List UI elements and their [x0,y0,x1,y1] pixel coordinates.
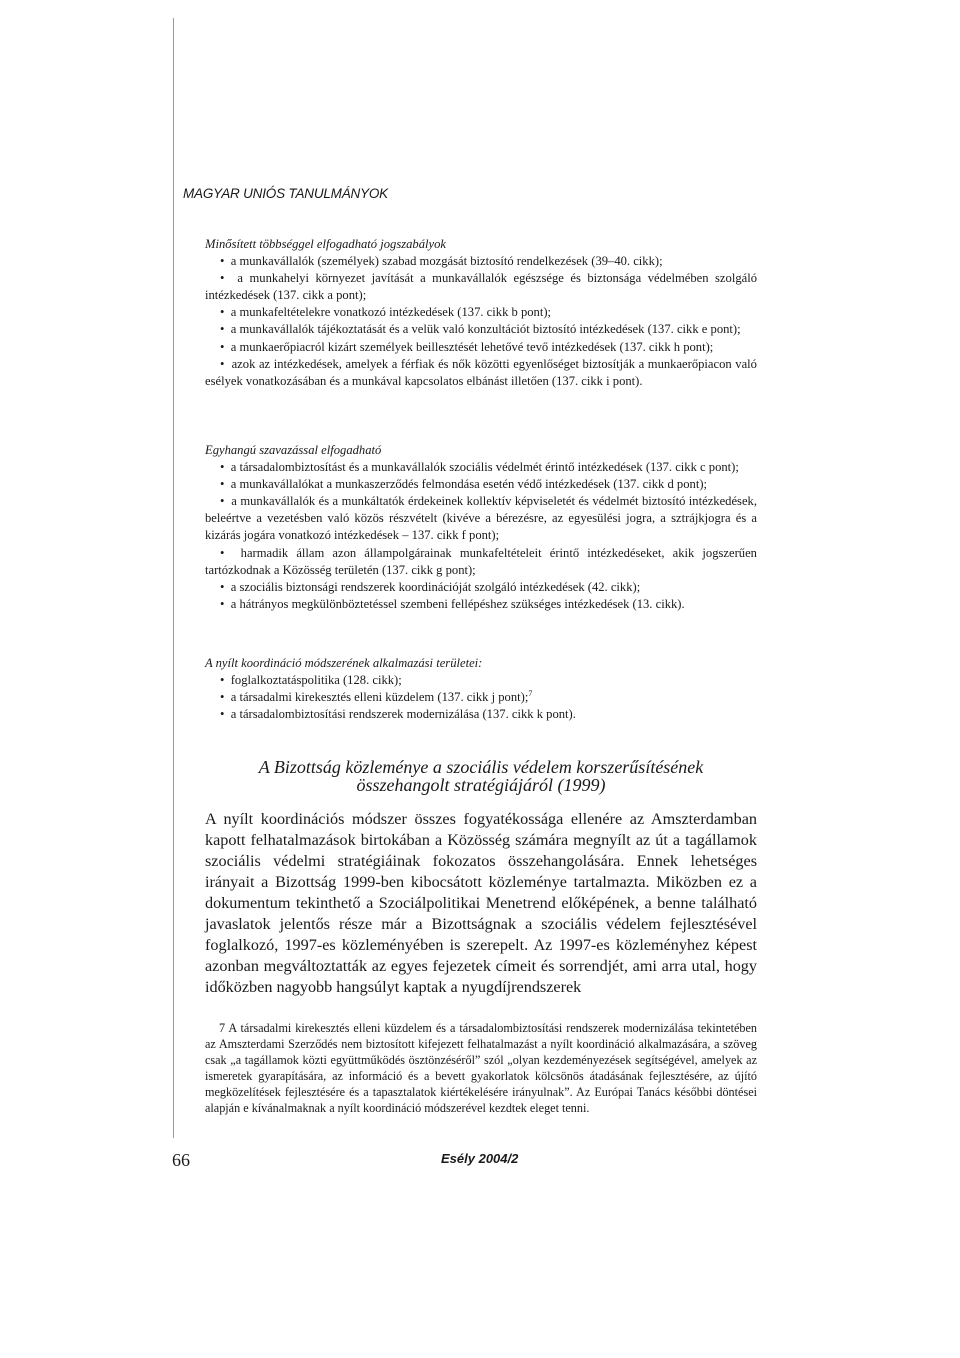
margin-rule [173,18,174,1138]
omc-heading: A nyílt koordináció módszerének alkalmazási területei: [205,656,483,670]
qmv-heading: Minősített többséggel elfogadható jogszabályok [205,237,447,251]
list-item-text: a társadalmi kirekesztés elleni küzdelem (137. cikk j pont); [230,690,529,705]
list-item: • a munkavállalók és a munkáltatók érdekeinek kollektív képviseletét és védelmét biztosító intézkedések, beleértve a vezetésben való közös részvételt (kivéve a bérezésre, az egyesülési jogra, a sztrájkjogra és a kizárás jogára vonatkozó intézkedések – 137. cikk f pont); [205,493,757,544]
body-paragraph: A nyílt koordinációs módszer összes fogyatékossága ellenére az Amszterdamban kapott felhatalmazások birtokában a Közösség számára megnyílt az út a tagállamok szociális védelmi stratégiáinak fokozatos összehangolására. Ennek lehetséges irányait a Bizottság 1999-ben kibocsátott közleménye tartalmazta. Miközben ez a dokumentum tekinthető a Szociálpolitikai Menetrend előképének, a benne található javaslatok jelentős része már a Bizottságnak a szociális védelem fejlesztésével foglalkozó, 1997-es közleményében is szerepelt. Az 1997-es közleményhez képest azonban megváltoztatták az egyes fejezetek címeit és sorrendjét, ami arra utal, hogy időközben nagyobb hangsúlyt kaptak a nyugdíjrendszerek [205,810,757,996]
list-item: • harmadik állam azon állampolgárainak munkafeltételeit érintő intézkedéseket, akik jogszerűen tartózkodnak a Közösség területén (137. cikk g pont); [205,545,757,579]
footnote-number: 7 [219,1021,226,1035]
list-item [205,689,757,706]
list-item: • foglalkoztatáspolitika (128. cikk); [205,672,757,689]
journal-footer: Esély 2004/2 [441,1151,519,1166]
section-title-line: A Bizottság közleménye a szociális védelem korszerűsítésének [258,757,704,777]
section-title-line: összehangolt stratégiájáról (1999) [356,775,606,795]
list-item: • a hátrányos megkülönböztetéssel szembeni fellépéshez szükséges intézkedések (13. cikk). [205,596,757,613]
list-item: • a munkavállalók (személyek) szabad mozgását biztosító rendelkezések (39–40. cikk); [205,253,757,270]
running-head: MAGYAR UNIÓS TANULMÁNYOK [183,186,388,201]
list-item: • a munkahelyi környezet javítását a munkavállalók egészsége és biztonsága védelmében szolgáló intézkedések (137. cikk a pont); [205,270,757,304]
footnote-reference[interactable]: 7 [528,689,533,699]
omc-block [205,655,757,723]
list-item: • a munkaerőpiacról kizárt személyek beillesztését lehetővé tevő intézkedések (137. cikk h pont); [205,339,757,356]
unanimity-block [205,442,757,613]
list-item: • a munkavállalókat a munkaszerződés felmondása esetén védő intézkedések (137. cikk d pont); [205,476,757,493]
unanimity-heading: Egyhangú szavazással elfogadható [205,443,382,457]
list-item: • a munkavállalók tájékoztatását és a velük való konzultációt biztosító intézkedések (137. cikk e pont); [205,321,757,338]
list-item: • azok az intézkedések, amelyek a férfiak és nők közötti egyenlőséget biztosítják a munkaerőpiacon való esélyek vonatkozásában és a munkával kapcsolatos elbánást illetően (137. cikk i pont). [205,356,757,390]
footnote [205,1020,757,1116]
qmv-block [205,236,757,390]
section-title [205,758,757,794]
page-number: 66 [172,1150,190,1170]
list-item: • a társadalombiztosítási rendszerek modernizálása (137. cikk k pont). [205,706,757,723]
list-item: • a munkafeltételekre vonatkozó intézkedések (137. cikk b pont); [205,304,757,321]
list-item: • a szociális biztonsági rendszerek koordinációját szolgáló intézkedések (42. cikk); [205,579,757,596]
list-item: • a társadalombiztosítást és a munkavállalók szociális védelmét érintő intézkedések (137. cikk c pont); [205,459,757,476]
footnote-text: A társadalmi kirekesztés elleni küzdelem és a társadalombiztosítási rendszerek modernizálása tekintetében az Amszterdami Szerződés nem biztosított kifejezett felhatalmazást a nyílt koordináció alkalmazására, a szöveg csak „a tagállamok közti együttműködés ösztönzéséről” szól „olyan kezdeményezések segítségével, amelyek az ismeretek gyarapítására, az információ és a bevett gyakorlatok kölcsönös átadásának fejlesztésére, az újító megközelítések fejlesztésére és a tapasztalatok kiértékelésére irányulnak”. Az Európai Tanács későbbi döntései alapján e kívánalmaknak a nyílt koordináció módszerével kezdtek eleget tenni. [205,1021,757,1115]
